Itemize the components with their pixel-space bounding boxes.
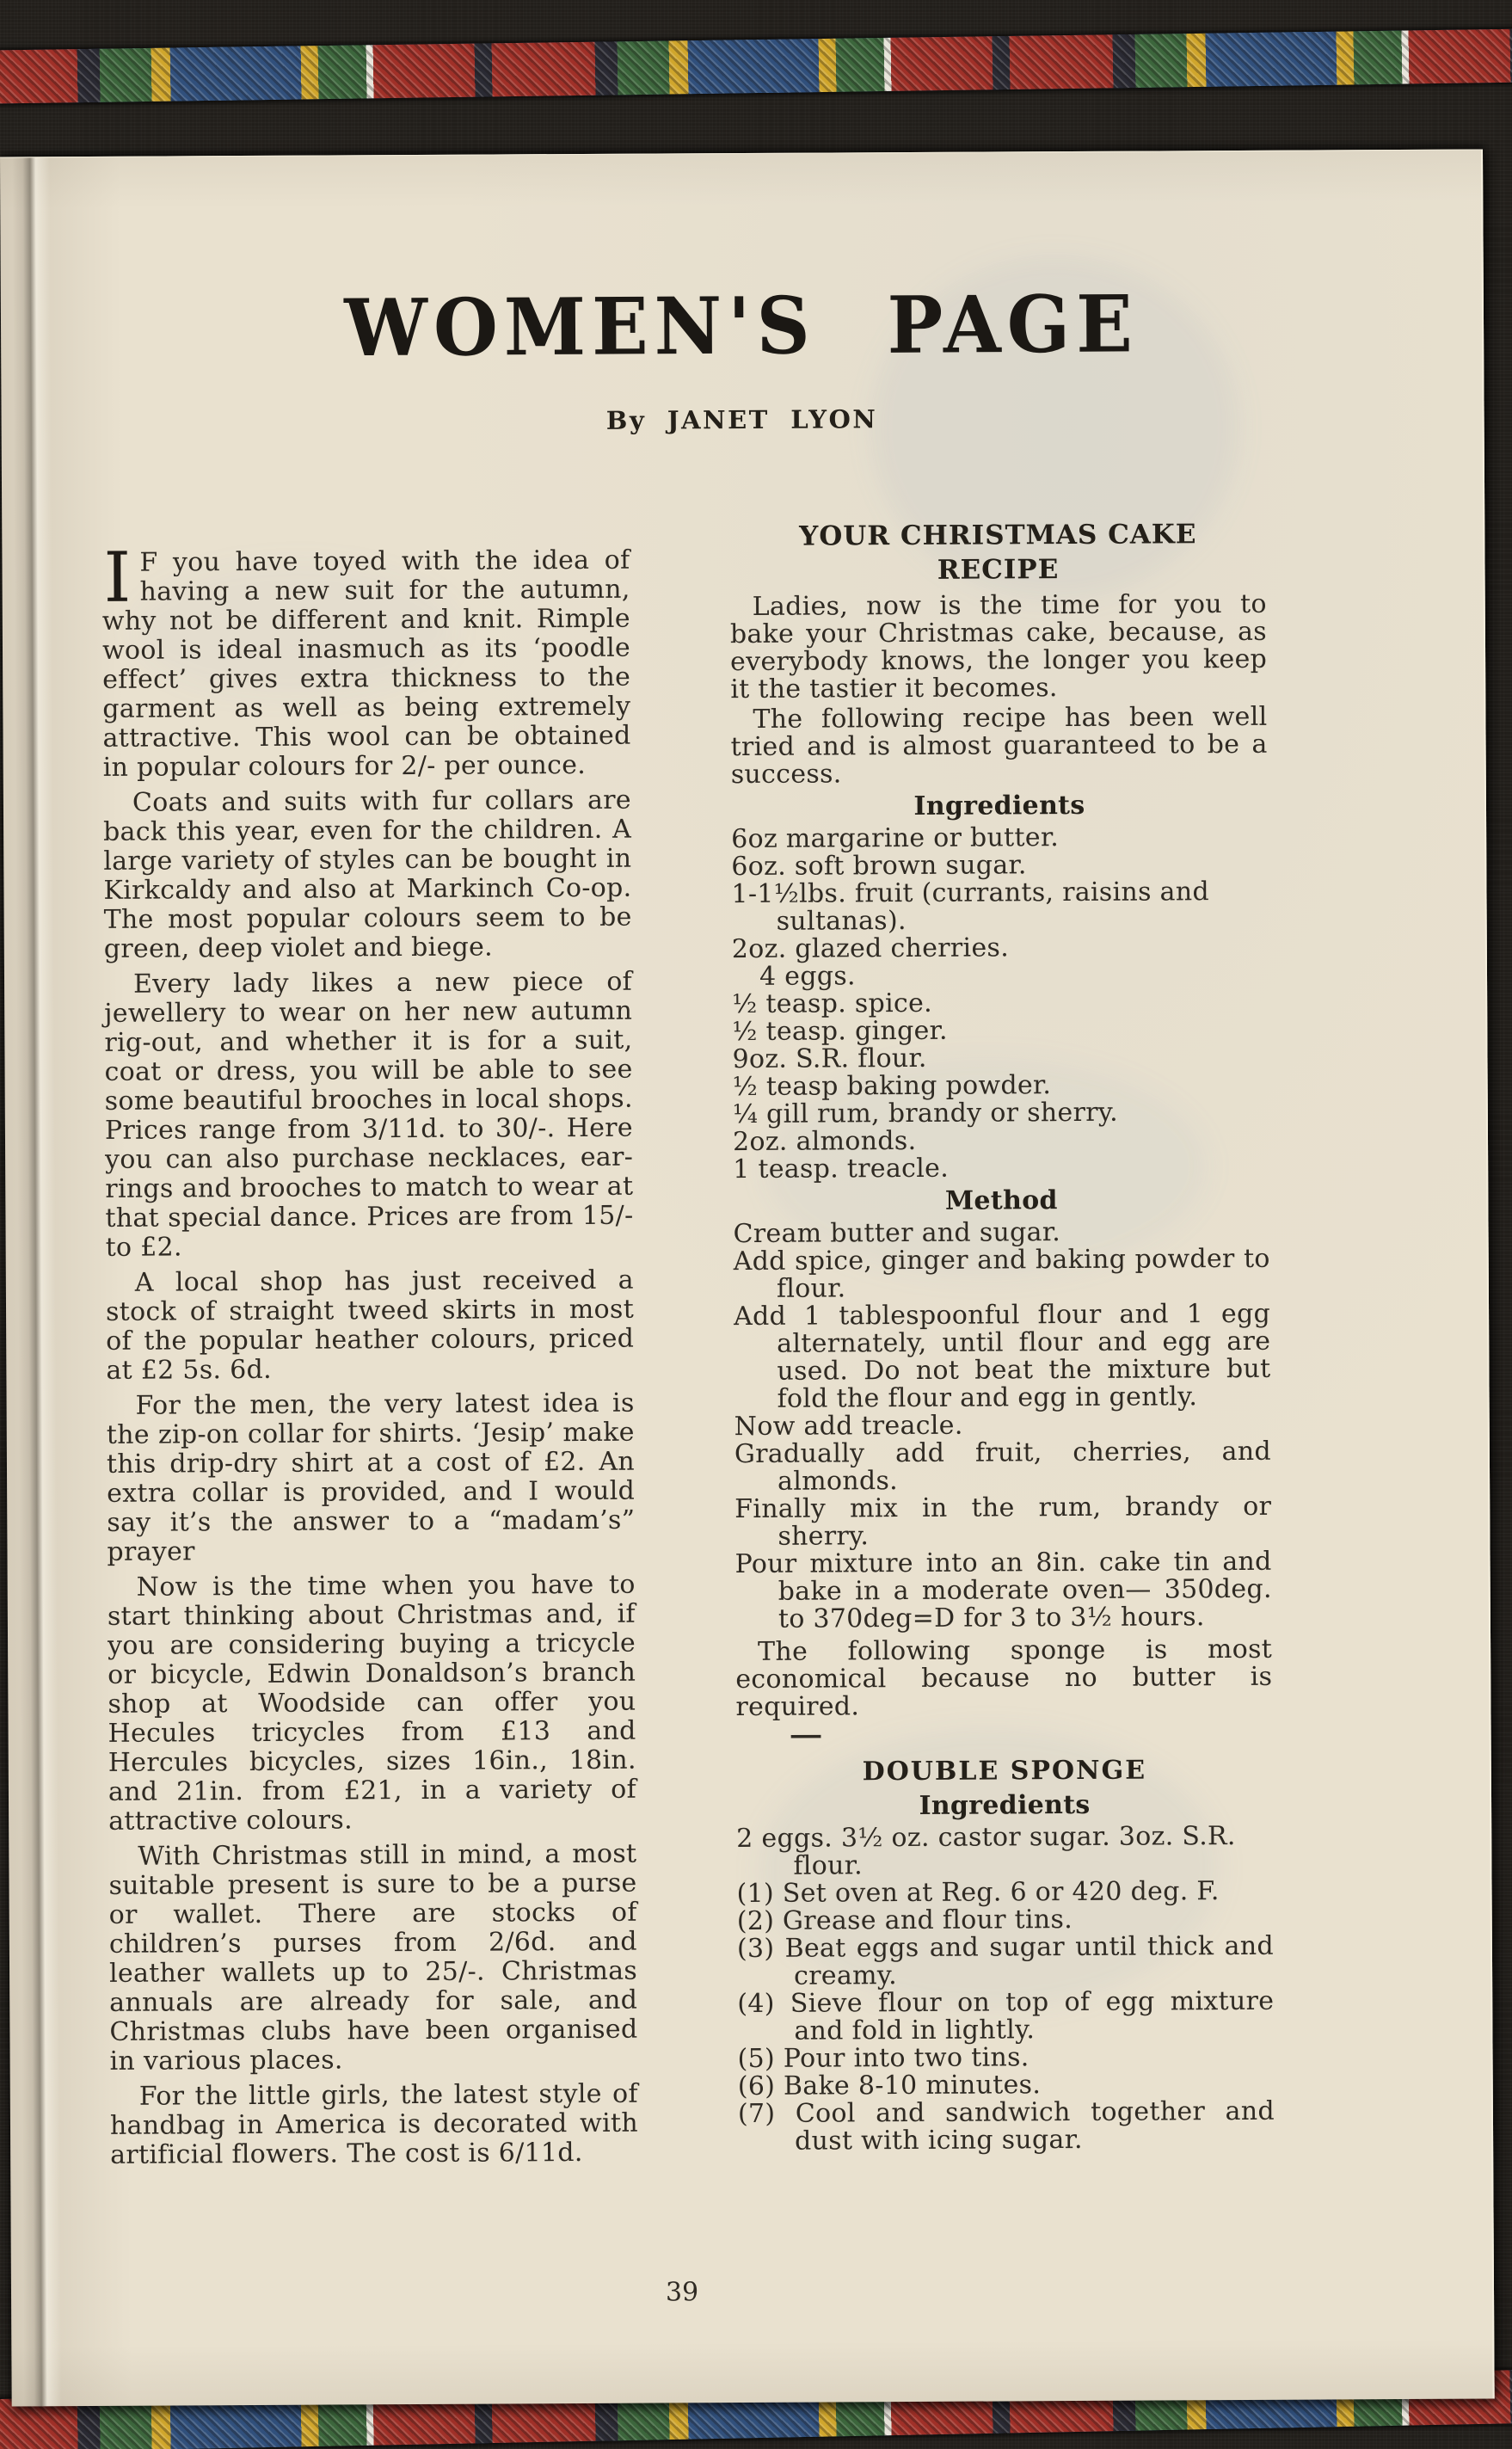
sponge-step: (4) Sieve flour on top of egg mixture and fold in lightly. — [737, 1985, 1275, 2046]
recipe-column — [729, 517, 1275, 2156]
article-column — [101, 537, 639, 2176]
recipe-note: The following sponge is most economical because no butter is required. — [735, 1634, 1273, 1723]
ingredient-line: 6oz margarine or butter. — [731, 822, 1060, 855]
recipe-heading-line2: RECIPE — [937, 554, 1060, 586]
article-paragraph: For the men, the very latest idea is the zip-on collar for shirts. ‘Jesip’ make this drip-dry shirt at a cost of £2. An extra collar is provided, and I would say it’s the answer to a “madam’s” prayer — [106, 1388, 636, 1567]
method-line: Gradually add fruit, cherries, and almonds. — [734, 1436, 1272, 1497]
ingredient-line: 2oz. almonds. — [732, 1125, 917, 1158]
ingredient-line: ½ teasp. spice. — [732, 988, 933, 1020]
byline: By JANET LYON — [605, 404, 878, 435]
method-line: Cream butter and sugar. — [733, 1217, 1061, 1250]
sponge-step: (5) Pour into two tins. — [737, 2042, 1030, 2075]
sponge-step: (1) Set oven at Reg. 6 or 420 deg. F. — [736, 1876, 1220, 1910]
ingredients-heading: Ingredients — [913, 790, 1085, 821]
page-title: WOMEN'S PAGE — [344, 278, 1140, 375]
sponge-step: (3) Beat eggs and sugar until thick and creamy. — [736, 1930, 1275, 1991]
tartan-ribbon-top — [0, 28, 1512, 104]
ingredient-line: 1 teasp. treacle. — [733, 1153, 950, 1185]
ingredient-line: ½ teasp baking powder. — [732, 1070, 1052, 1103]
article-paragraph: With Christmas still in mind, a most suitable present is sure to be a purse or wallet. There are stocks of children’s purses from 2/6d. and leather wallets up to 25/-. Christmas annuals are already for sale, and Christmas clubs have been organised in various places. — [108, 1838, 638, 2077]
method-line: Now add treacle. — [734, 1410, 963, 1443]
article-paragraph-text: F you have toyed with the idea of having a new suit for the autumn, why not be different and knit. Rimple wool is ideal inasmuch as its ‘poodle effect’ gives extra thickness to the garment as well as being extremely attractive. This wool can be obtained in popular colours for 2/- per ounce. — [101, 545, 631, 783]
magazine-page — [0, 149, 1495, 2406]
article-paragraph: Coats and suits with fur collars are back this year, even for the children. A large variety of styles can be bought in Kirkcaldy and also at Markinch Co-op. The most popular colours seem to be green, deep violet and biege. — [103, 785, 632, 964]
ingredient-line: 2oz. glazed cherries. — [731, 932, 1010, 965]
method-line: Finally mix in the rum, brandy or sherry. — [734, 1491, 1272, 1552]
article-paragraph: For the little girls, the latest style of handbag in America is decorated with artificial flowers. The cost is 6/11d. — [109, 2078, 639, 2170]
ingredient-line: 9oz. S.R. flour. — [732, 1043, 927, 1075]
method-line: Add spice, ginger and baking powder to flour. — [733, 1243, 1270, 1304]
page-number: 39 — [665, 2277, 699, 2308]
page-gutter-crease — [12, 157, 62, 2406]
sponge-ingredients-heading: Ingredients — [919, 1789, 1091, 1821]
sponge-step: (6) Bake 8-10 minutes. — [737, 2070, 1042, 2102]
ingredient-line: 4 eggs. — [759, 961, 856, 992]
recipe-intro-paragraph: The following recipe has been well tried and is almost guaranteed to be a success. — [730, 701, 1268, 791]
ingredient-line: 1-1½lbs. fruit (currants, raisins and sultanas). — [731, 877, 1210, 937]
method-line: Add 1 tablespoonful flour and 1 egg alternately, until flour and egg are used. Do not beat the mixture but fold the flour and egg in gently. — [733, 1298, 1271, 1414]
section-divider-dash: — — [789, 1720, 824, 1751]
sponge-heading: DOUBLE SPONGE — [862, 1755, 1147, 1788]
article-paragraph — [101, 537, 631, 783]
article-paragraph: Every lady likes a new piece of jewellery to wear on her new autumn rig-out, and whether it is for a suit, coat or dress, you will be able to see some beautiful brooches in local shops. Prices range from 3/11d. to 30/-. Here you can also purchase necklaces, ear-rings and brooches to match to wear at that special dance. Prices are from 15/- to £2. — [104, 966, 634, 1263]
ingredient-line: ¼ gill rum, brandy or sherry. — [732, 1097, 1118, 1130]
recipe-intro-paragraph: Ladies, now is the time for you to bake your Christmas cake, because, as everybody knows, the longer you keep it the tastier it becomes. — [729, 588, 1268, 705]
method-heading: Method — [944, 1185, 1058, 1216]
recipe-heading-line1: YOUR CHRISTMAS CAKE — [799, 519, 1197, 552]
method-line: Pour mixture into an 8in. cake tin and bake in a moderate oven— 350deg. to 370deg=D for 3 to 3½ hours. — [734, 1546, 1272, 1634]
ingredient-line: ½ teasp. ginger. — [732, 1015, 948, 1048]
drop-cap: I — [103, 537, 132, 618]
sponge-step: (7) Cool and sandwich together and dust with icing sugar. — [737, 2095, 1275, 2157]
article-paragraph: Now is the time when you have to start thinking about Christmas and, if you are considering buying a tricycle or bicycle, Edwin Donaldson’s branch shop at Woodside can offer you Hecules tricycles from £13 and Hercules bicycles, sizes 16in., 18in. and 21in. from £21, in a variety of attractive colours. — [107, 1569, 637, 1837]
sponge-step: (2) Grease and flour tins. — [736, 1904, 1073, 1937]
article-paragraph: A local shop has just received a stock of straight tweed skirts in most of the popular heather colours, priced at £2 5s. 6d. — [105, 1264, 635, 1386]
sponge-ingredients-line: 2 eggs. 3½ oz. castor sugar. 3oz. S.R. flour. — [736, 1821, 1236, 1881]
ingredient-line: 6oz. soft brown sugar. — [731, 850, 1027, 883]
